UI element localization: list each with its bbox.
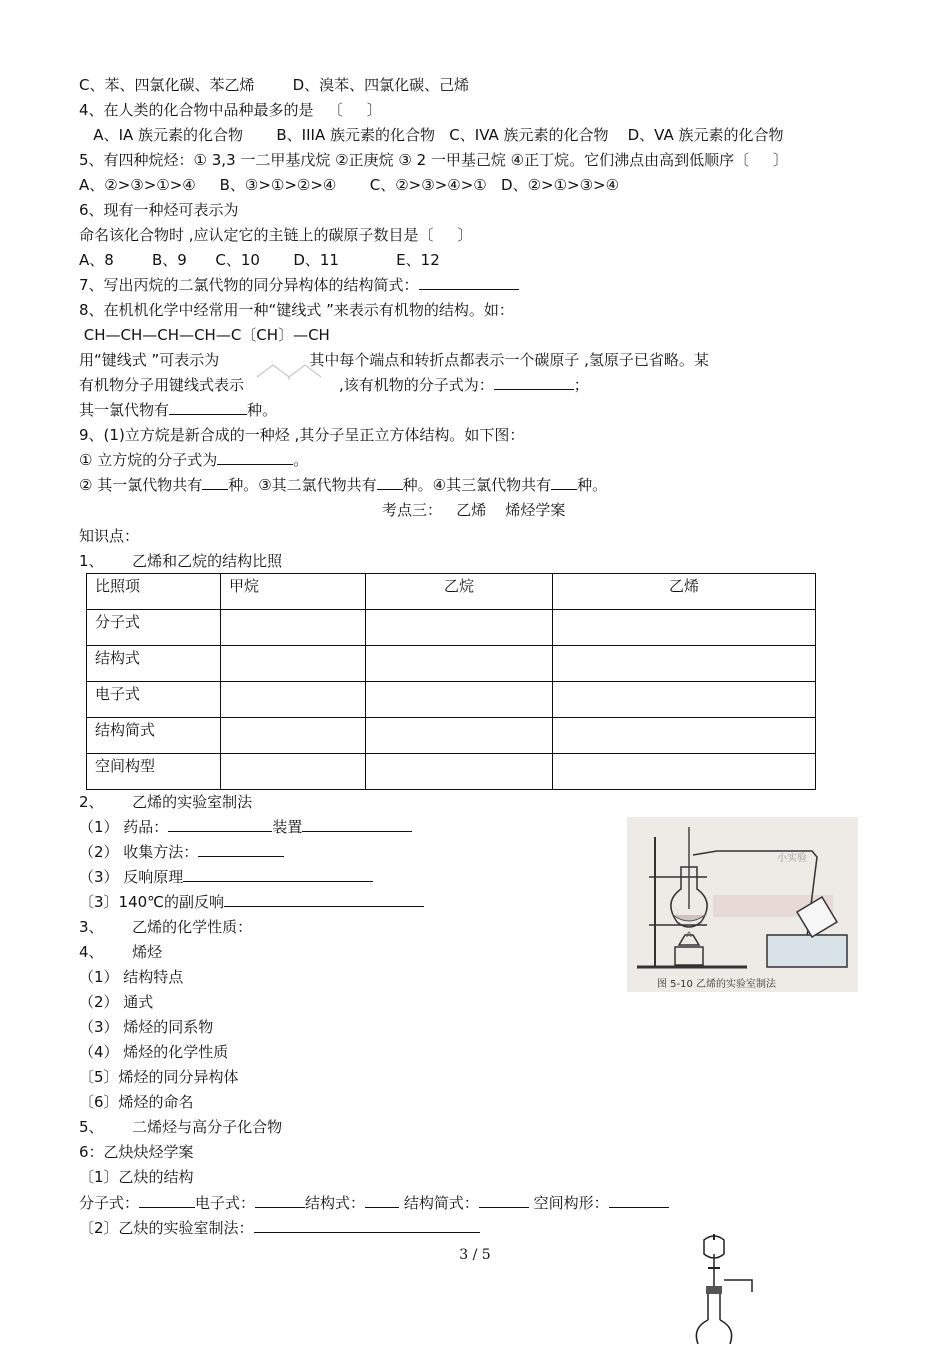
table-cell (553, 682, 816, 718)
table-cell (366, 610, 553, 646)
table-row (87, 610, 816, 646)
figure-caption: 图 5-10 乙烯的实验室制法 (657, 979, 777, 990)
question-7 (79, 275, 519, 295)
question-9-2: ② 其一氯代物共有 种。③其二氯代物共有 种。④其三氯代物共有 种。 (79, 476, 608, 494)
question-6-prompt: 命名该化合物时 ,应认定它的主链上的碳原子数目是〔 〕 (79, 226, 473, 244)
question-4: 4、在人类的化合物中品种最多的是 〔 〕 (79, 101, 382, 119)
table-cell (366, 646, 553, 682)
table-row (87, 718, 816, 754)
table-cell (366, 718, 553, 754)
point-4-6: 〔6〕烯烃的命名 (79, 1093, 194, 1111)
answer-blank (377, 475, 403, 490)
point-4: 4、 烯烃 (79, 943, 163, 961)
point-4-1: （1） 结构特点 (79, 968, 184, 986)
answer-blank (254, 1218, 480, 1233)
answer-blank (224, 892, 424, 907)
table-cell (553, 610, 816, 646)
option-line-c-d: C、苯、四氯化碳、苯乙烯 D、溴苯、四氯化碳、己烯 (79, 76, 470, 94)
table-cell (221, 682, 366, 718)
section-title: 考点三： 乙烯 烯烃学案 (382, 501, 566, 519)
row-label: 空间构型 (87, 754, 221, 790)
table-cell (221, 610, 366, 646)
point-6-1: 〔1〕乙炔的结构 (79, 1168, 194, 1186)
point-6: 6：乙炔炔烃学案 (79, 1143, 194, 1161)
answer-blank (139, 1193, 195, 1208)
table-header-row (87, 574, 816, 610)
table-header: 比照项 (87, 574, 221, 610)
table-row (87, 754, 816, 790)
answer-blank (494, 375, 574, 390)
point-4-5: 〔5〕烯烃的同分异构体 (79, 1068, 239, 1086)
question-9: 9、(1)立方烷是新合成的一种烃 ,其分子呈正立方体结构。如下图： (79, 426, 525, 444)
table-cell (221, 646, 366, 682)
question-8-chloro: 其一氯代物有 种。 (79, 401, 278, 419)
point-4-2: （2） 通式 (79, 993, 154, 1011)
row-label: 分子式 (87, 610, 221, 646)
knowledge-heading: 知识点： (79, 527, 140, 545)
table-cell (366, 754, 553, 790)
page-number: 3 / 5 (459, 1247, 491, 1263)
answer-blank (168, 817, 272, 832)
question-5: 5、有四种烷烃：① 3,3 一二甲基戊烷 ②正庚烷 ③ 2 一甲基己烷 ④正丁烷。它们沸点由高到低顺序〔 〕 (79, 151, 788, 169)
answer-blank (202, 475, 228, 490)
point-1: 1、 乙烯和乙烷的结构比照 (79, 552, 283, 570)
question-5-options: A、②>③>①>④ B、③>①>②>④ C、②>③>④>① D、②>①>③>④ (79, 176, 620, 194)
answer-blank (198, 842, 284, 857)
point-4-3: （3） 烯烃的同系物 (79, 1018, 214, 1036)
answer-blank (302, 817, 412, 832)
point-2: 2、 乙烯的实验室制法 (79, 793, 253, 811)
table-header: 乙烯 (553, 574, 816, 610)
point-2-1: （1） 药品： 装置 (79, 817, 412, 837)
formula-line: CH—CH—CH—CH—C〔CH〕—CH (79, 326, 330, 344)
point-4-4: （4） 烯烃的化学性质 (79, 1043, 229, 1061)
answer-blank (419, 275, 519, 290)
comparison-table (86, 573, 816, 790)
ethylene-apparatus-figure (627, 817, 858, 992)
table-header: 甲烷 (221, 574, 366, 610)
answer-blank (183, 867, 373, 882)
point-2-4: 〔3〕140℃的副反响 (79, 892, 424, 912)
table-cell (221, 718, 366, 754)
table-row (87, 646, 816, 682)
table-cell (553, 718, 816, 754)
point-3: 3、 乙烯的化学性质： (79, 918, 253, 936)
point-2-2: （2） 收集方法： (79, 842, 284, 862)
row-label: 结构式 (87, 646, 221, 682)
table-header: 乙烷 (366, 574, 553, 610)
point-2-3: （3） 反响原理 (79, 867, 373, 887)
question-9-1: ① 立方烷的分子式为 。 (79, 451, 309, 469)
table-cell (366, 682, 553, 718)
answer-blank (217, 450, 293, 465)
apparatus-drawing (627, 817, 858, 992)
question-4-options: A、IA 族元素的化合物 B、IIIA 族元素的化合物 C、IVA 族元素的化合物 D、VA 族元素的化合物 (79, 126, 784, 144)
question-7-text: 7、写出丙烷的二氯代物的同分异构体的结构简式： (79, 276, 419, 294)
table-row (87, 682, 816, 718)
figure-background-text: 小实验 (777, 853, 807, 864)
table-cell (553, 754, 816, 790)
question-6: 6、现有一种烃可表示为 (79, 201, 239, 219)
table-cell (553, 646, 816, 682)
point-6-2: 〔2〕乙炔的实验室制法： (79, 1218, 480, 1238)
point-5: 5、 二烯烃与高分子化合物 (79, 1118, 283, 1136)
answer-blank (255, 1193, 305, 1208)
answer-blank (365, 1193, 399, 1208)
bond-line-sentence: 用“键线式 ”可表示为 其中每个端点和转折点都表示一个碳原子 ,氢原子已省略。某 (79, 351, 709, 369)
question-8-formula: 有机物分子用键线式表示 ,该有机物的分子式为： ； (79, 376, 589, 394)
row-label: 结构简式 (87, 718, 221, 754)
answer-blank (609, 1193, 669, 1208)
question-6-options: A、8 B、9 C、10 D、11 E、12 (79, 251, 440, 269)
point-6-structure-blanks: 分子式： 电子式： 结构式： 结构简式： 空间构形： (79, 1193, 669, 1213)
answer-blank (551, 475, 577, 490)
table-cell (221, 754, 366, 790)
question-8: 8、在机机化学中经常用一种“键线式 ”来表示有机物的结构。如： (79, 301, 514, 319)
answer-blank (479, 1193, 529, 1208)
row-label: 电子式 (87, 682, 221, 718)
answer-blank (169, 400, 247, 415)
